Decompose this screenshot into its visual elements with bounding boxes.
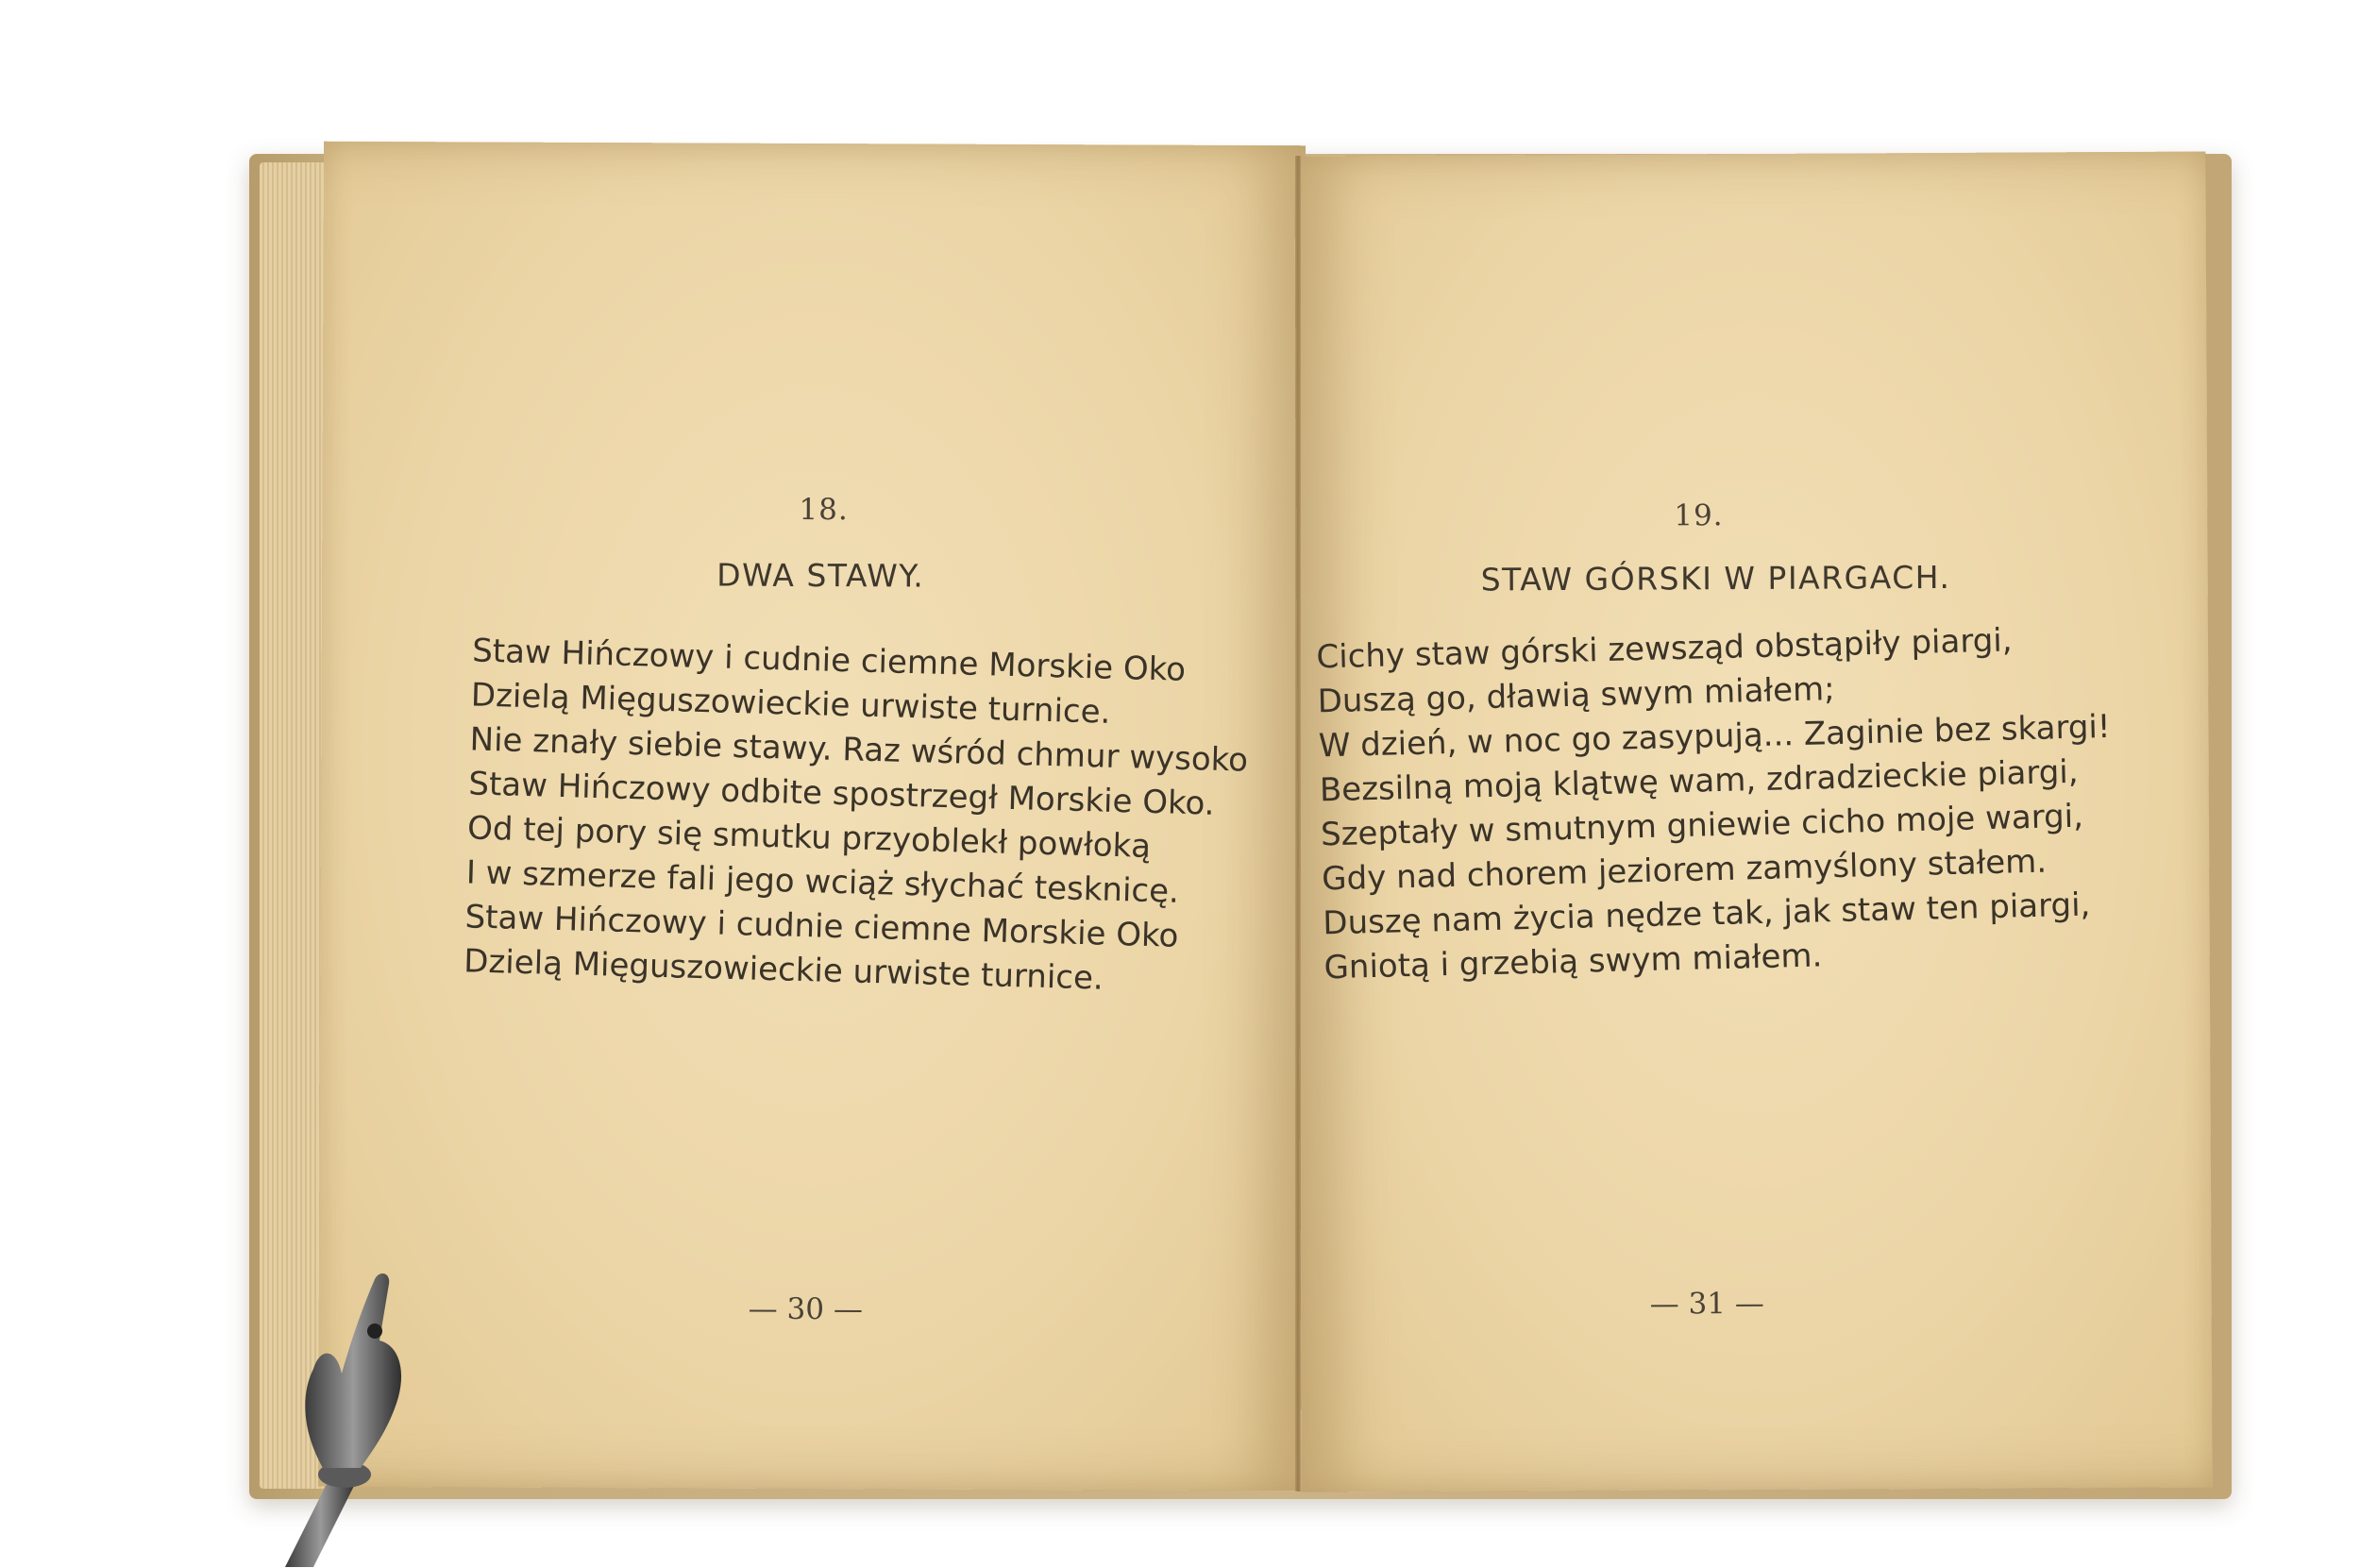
poem-text	[1316, 616, 2116, 990]
poem-text	[464, 629, 1251, 1004]
poem-line: Od tej pory się smutku przyoblekł powłoką	[466, 809, 1152, 866]
poem-number: 18.	[799, 492, 849, 528]
poem-number: 19.	[1674, 498, 1724, 533]
poem-line: Dzielą Mięguszowieckie urwiste turnice.	[470, 676, 1111, 732]
poem-line: Bezsilną moją klątwę wam, zdradzieckie piargi,	[1319, 752, 2079, 810]
poem-line: Gniotą i grzebią swym miałem.	[1323, 936, 1823, 987]
book-gutter	[1295, 156, 1301, 1492]
poem-line: Dzielą Mięguszowieckie urwiste turnice.	[463, 942, 1104, 998]
poem-line: I w szmerze fali jego wciąż słychać tesknicę.	[465, 853, 1180, 911]
page-number: — 30 —	[748, 1291, 863, 1327]
poem-line: W dzień, w noc go zasypują... Zaginie bez skargi!	[1318, 707, 2111, 766]
poem-line: Nie znały siebie stawy. Raz wśród chmur wysoko	[469, 720, 1249, 780]
poem-title: DWA STAWY.	[716, 556, 925, 595]
right-page	[1294, 151, 2212, 1492]
poem-line: Staw Hińczowy i cudnie ciemne Morskie Oko	[464, 898, 1179, 955]
left-page	[318, 142, 1306, 1492]
poem-line: Gdy nad chorem jeziorem zamyślony stałem.	[1321, 842, 2048, 899]
silver-pointer-hand-icon	[247, 1256, 436, 1567]
poem-line: Duszę nam życia nędze tak, jak staw ten piargi,	[1322, 885, 2091, 943]
poem-title: STAW GÓRSKI W PIARGACH.	[1480, 558, 1951, 599]
poem-line: Szeptały w smutnym gniewie cicho moje wargi,	[1320, 797, 2084, 854]
poem-line: Staw Hińczowy i cudnie ciemne Morskie Oko	[471, 632, 1187, 689]
poem-line: Cichy staw górski zewsząd obstąpiły piargi,	[1316, 621, 2013, 677]
poem-line: Duszą go, dławią swym miałem;	[1317, 670, 1836, 721]
page-number: — 31 —	[1649, 1286, 1764, 1322]
poem-line: Staw Hińczowy odbite spostrzegł Morskie Oko.	[467, 765, 1216, 823]
